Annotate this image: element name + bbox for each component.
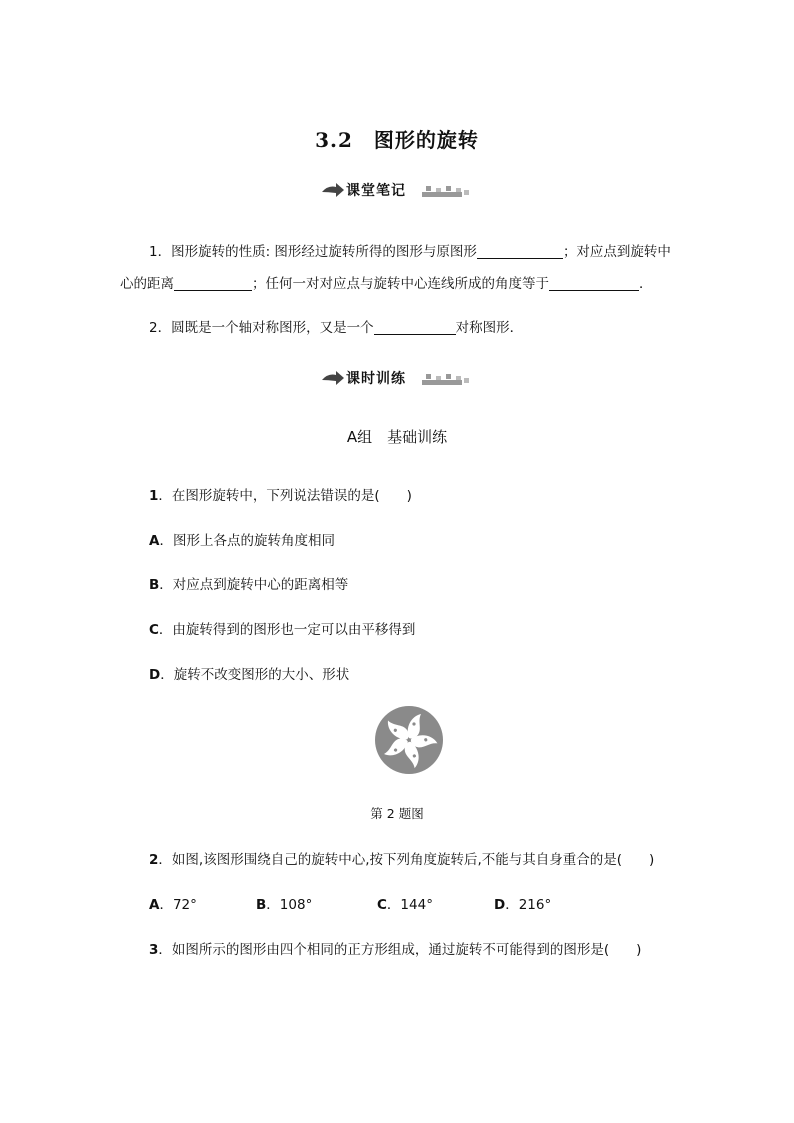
question-2-option-b[interactable]: B．108°	[256, 897, 313, 913]
question-1-option-b[interactable]: B．对应点到旋转中心的距离相等	[149, 577, 349, 593]
answer-blank[interactable]	[174, 276, 252, 291]
question-1-stem: 1．在图形旋转中，下列说法错误的是( )	[149, 488, 412, 504]
page-title: 3.2 图形的旋转	[315, 128, 479, 152]
question-1-option-c[interactable]: C．由旋转得到的图形也一定可以由平移得到	[149, 622, 416, 638]
question-3-stem: 3．如图所示的图形由四个相同的正方形组成，通过旋转不可能得到的图形是( )	[149, 942, 642, 958]
arrow-icon	[322, 183, 344, 197]
banner-label: 课堂笔记	[346, 183, 406, 199]
bauhinia-emblem-icon	[374, 705, 444, 775]
pixel-decoration-icon	[422, 374, 470, 386]
question-1-option-a[interactable]: A．图形上各点的旋转角度相同	[149, 533, 335, 549]
notes-q1-line1: 1．图形旋转的性质: 图形经过旋转所得的图形与原图形 ；对应点到旋转中	[149, 244, 671, 260]
banner-label: 课时训练	[346, 371, 406, 387]
notes-q1-line2: 心的距离 ；任何一对对应点与旋转中心连线所成的角度等于 ．	[120, 276, 653, 292]
question-2-option-c[interactable]: C．144°	[377, 897, 433, 913]
notes-q2: 2．圆既是一个轴对称图形，又是一个 对称图形．	[149, 320, 524, 336]
arrow-icon	[322, 371, 344, 385]
question-1-option-d[interactable]: D．旋转不改变图形的大小、形状	[149, 667, 350, 683]
answer-blank[interactable]	[477, 244, 563, 259]
question-2-stem: 2．如图,该图形围绕自己的旋转中心,按下列角度旋转后,不能与其自身重合的是( )	[149, 852, 655, 868]
section-banner-notes	[322, 180, 472, 202]
answer-blank[interactable]	[374, 320, 456, 335]
group-title: A组 基础训练	[346, 428, 448, 446]
section-banner-training	[322, 368, 472, 390]
question-2-option-d[interactable]: D．216°	[494, 897, 552, 913]
pixel-decoration-icon	[422, 186, 470, 198]
question-2-option-a[interactable]: A．72°	[149, 897, 197, 913]
answer-blank[interactable]	[549, 276, 639, 291]
figure-caption: 第 2 题图	[370, 806, 424, 821]
